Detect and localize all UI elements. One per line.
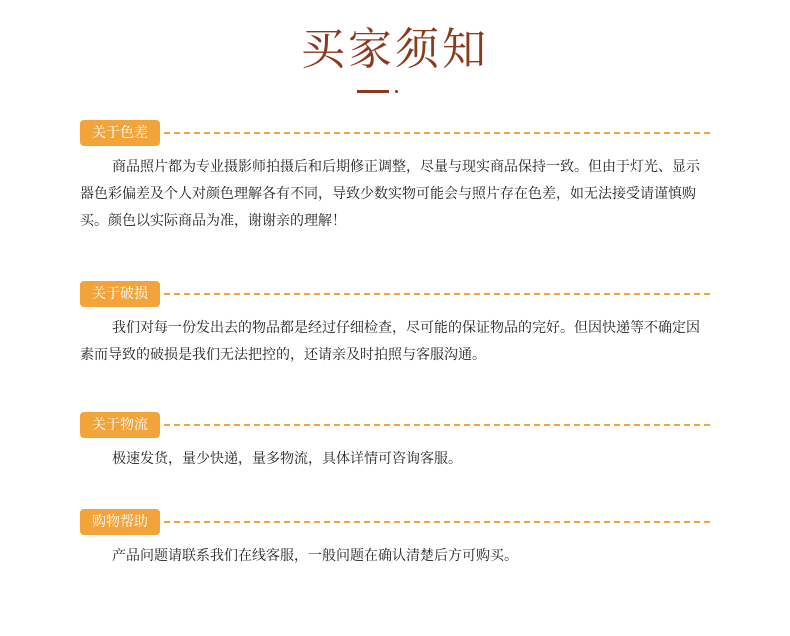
title-underline [357,90,389,93]
section-divider [164,293,710,295]
page-title: 买家须知 [301,24,489,75]
section-tag-damage: 关于破损 [80,281,160,307]
section-text-damage: 我们对每一份发出去的物品都是经过仔细检查，尽可能的保证物品的完好。但因快递等不确定因素而导致的破损是我们无法把控的，还请亲及时拍照与客服沟通。 [80,320,700,363]
section-divider [164,521,710,523]
section-tag-color-difference: 关于色差 [80,120,160,146]
section-tag-shopping-help: 购物帮助 [80,509,160,535]
section-text-color-difference: 商品照片都为专业摄影师拍摄后和后期修正调整，尽量与现实商品保持一致。但由于灯光、显示器色彩偏差及个人对颜色理解各有不同，导致少数实物可能会与照片存在色差，如无法接受请谨慎购买。颜色以实际商品为准，谢谢亲的理解！ [80,159,700,229]
section-divider [164,424,710,426]
section-divider [164,132,710,134]
title-dot [395,90,398,93]
section-text-logistics: 极速发货，量少快递，量多物流，具体详情可咨询客服。 [112,451,462,467]
section-text-shopping-help: 产品问题请联系我们在线客服，一般问题在确认清楚后方可购买。 [112,548,518,564]
section-tag-logistics: 关于物流 [80,412,160,438]
